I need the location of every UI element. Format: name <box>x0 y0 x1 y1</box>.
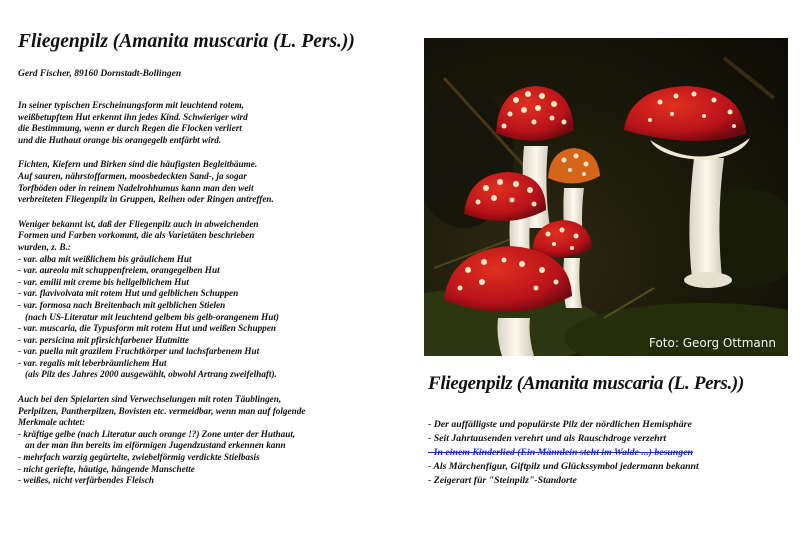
text-line: Merkmale achtet: <box>18 417 86 428</box>
fact-item: - Seit Jahrtausenden verehrt und als Rauschdroge verzehrt <box>428 433 667 444</box>
text-line: die Bestimmung, wenn er durch Regen die Flocken verliert <box>18 123 242 134</box>
text-line: Auf sauren, nährstoffarmen, moosbedeckten Sand-, ja sogar <box>18 170 247 181</box>
facts-list <box>428 418 793 488</box>
list-item: - var. puella mit grazilem Fruchtkörper und lachsfarbenem Hut <box>18 346 260 357</box>
text-line: Formen und Farben vorkommt, die als Varietäten beschrieben <box>18 230 255 241</box>
list-item: - var. alba mit weißlichem bis gräulichem Hut <box>18 253 192 264</box>
list-item: - var. flavivolvata mit rotem Hut und gelblichen Schuppen <box>18 288 239 299</box>
text-line: Fichten, Kiefern und Birken sind die häufigsten Begleitbäume. <box>18 159 258 170</box>
list-item: - var. persicina mit pfirsichfarbener Hutmitte <box>18 334 189 345</box>
text-line: Torfböden oder in reinem Nadelrohhumus kann man den weit <box>18 182 254 193</box>
list-item-note: (als Pilz des Jahres 2000 ausgewählt, obwohl Artrang zweifelhaft). <box>25 369 277 380</box>
author-line: Gerd Fischer, 89160 Dornstadt-Bollingen <box>18 69 182 79</box>
text-line: verbreiteten Fliegenpilz in Gruppen, Reihen oder Ringen antreffen. <box>18 194 274 205</box>
fact-item: - Als Märchenfigur, Giftpilz und Glückssymbol jedermann bekannt <box>428 461 699 472</box>
fact-item: - Der auffälligste und populärste Pilz der nördlichen Hemisphäre <box>428 419 692 430</box>
list-item: - mehrfach warzig gegürtelte, zwiebelförmig verdickte Stielbasis <box>18 452 260 463</box>
text-line: und die Huthaut orange bis orangegelb entfärbt wird. <box>18 134 222 145</box>
right-title: Fliegenpilz (Amanita muscaria (L. Pers.)) <box>428 373 744 394</box>
text-line: In seiner typischen Erscheinungsform mit leuchtend rotem, <box>18 100 244 110</box>
left-column <box>18 30 410 487</box>
text-line: wurden, z. B.: <box>18 241 71 252</box>
intro-paragraph <box>18 100 410 146</box>
text-line: weißbetupftem Hut erkennt ihn jedes Kind. Schwieriger wird <box>18 111 248 122</box>
list-item: - var. formosa nach Breitenbach mit gelblichen Stielen <box>18 299 226 310</box>
fact-item: - Zeigerart für "Steinpilz"-Standorte <box>428 475 577 486</box>
mushroom-photo <box>424 38 788 356</box>
text-line: Auch bei den Spielarten sind Verwechselungen mit roten Täublingen, <box>18 394 282 405</box>
features-paragraph <box>18 394 410 487</box>
text-line: Perlpilzen, Pantherpilzen, Bovisten etc. vermeidbar, wenn man auf folgende <box>18 405 306 416</box>
text-line: Weniger bekannt ist, daß der Fliegenpilz auch in abweichenden <box>18 218 259 229</box>
list-item-note: (nach US-Literatur mit leuchtend gelbem bis gelb-orangenem Hut) <box>25 311 279 322</box>
list-item: - kräftige gelbe (nach Literatur auch orange !?) Zone unter der Huthaut, <box>18 428 296 439</box>
fact-item-struck: - In einem Kinderlied (Ein Männlein steht im Walde ...) besungen <box>428 447 694 458</box>
list-item: - var. aureola mit schuppenfreiem, orangegelben Hut <box>18 265 220 276</box>
photo-credit: Foto: Georg Ottmann <box>648 336 776 350</box>
list-item: - nicht geriefte, häutige, hängende Manschette <box>18 463 195 474</box>
varieties-paragraph <box>18 219 410 381</box>
list-item: - weißes, nicht verfärbendes Fleisch <box>18 475 155 486</box>
list-item: - var. regalis mit leberbräunlichem Hut <box>18 357 167 368</box>
list-item: - var. muscaria, die Typusform mit rotem Hut und weißen Schuppen <box>18 323 276 334</box>
page-title: Fliegenpilz (Amanita muscaria (L. Pers.)) <box>18 31 355 52</box>
mushroom-illustration <box>424 38 788 356</box>
list-item-note: an der man ihn bereits im eiförmigen Jugendzustand erkennen kann <box>25 440 286 451</box>
list-item: - var. emilii mit creme bis hellgelblichem Hut <box>18 276 189 287</box>
habitat-paragraph <box>18 159 410 205</box>
